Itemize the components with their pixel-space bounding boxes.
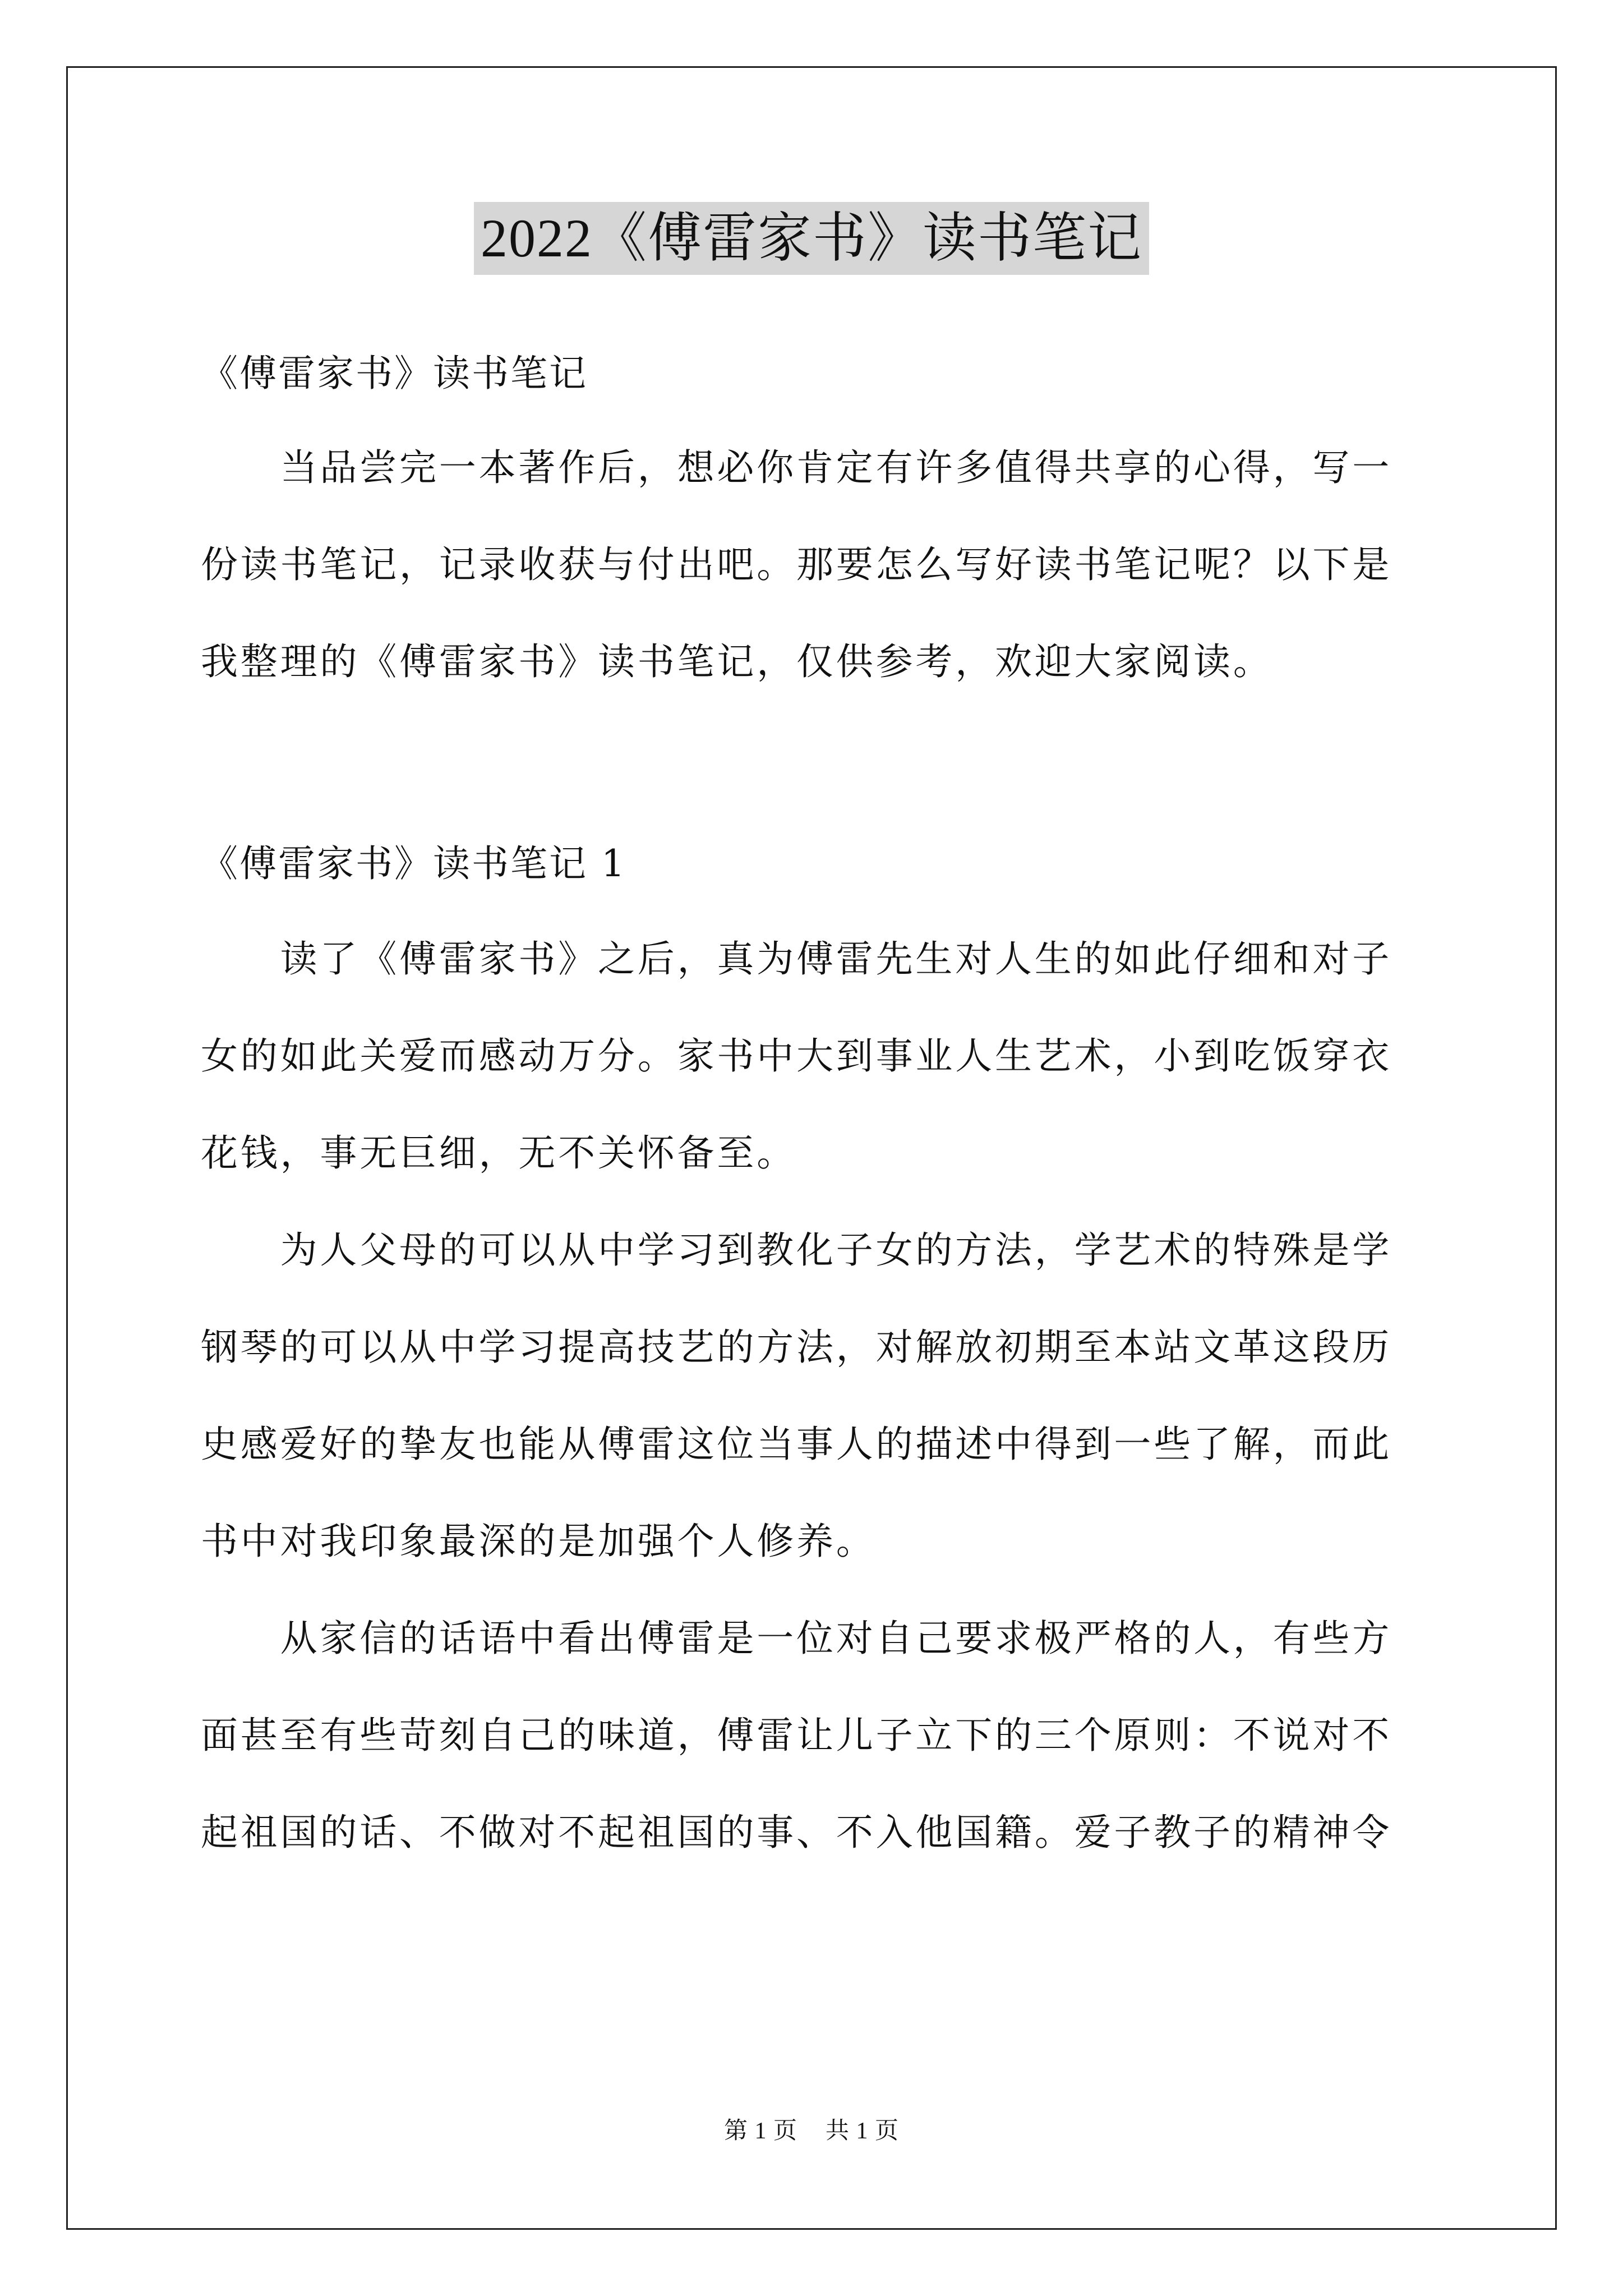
paragraph-line: 书中对我印象最深的是加强个人修养。: [201, 1520, 876, 1563]
paragraph-line: 当品尝完一本著作后，想必你肯定有许多值得共享的心得，写一: [201, 446, 1392, 489]
page-footer: [0, 2112, 1623, 2146]
section-heading: 《傅雷家书》读书笔记 1: [201, 842, 626, 885]
paragraph-line: 我整理的《傅雷家书》读书笔记，仅供参考，欢迎大家阅读。: [201, 640, 1273, 683]
paragraph-line: 为人父母的可以从中学习到教化子女的方法，学艺术的特殊是学: [201, 1228, 1392, 1272]
document-title: 2022《傅雷家书》读书笔记: [474, 202, 1149, 275]
intro-heading: 《傅雷家书》读书笔记: [201, 352, 588, 395]
page-total: 共 1 页: [826, 2118, 900, 2144]
paragraph-line: 读了《傅雷家书》之后，真为傅雷先生对人生的如此仔细和对子: [201, 937, 1392, 981]
paragraph-line: 份读书笔记，记录收获与付出吧。那要怎么写好读书笔记呢？以下是: [201, 543, 1392, 586]
page-number: 第 1 页: [723, 2118, 797, 2144]
paragraph-line: 起祖国的话、不做对不起祖国的事、不入他国籍。爱子教子的精神令: [201, 1811, 1392, 1854]
paragraph-line: 史感爱好的挚友也能从傅雷这位当事人的描述中得到一些了解，而此: [201, 1423, 1392, 1466]
paragraph-line: 女的如此关爱而感动万分。家书中大到事业人生艺术，小到吃饭穿衣: [201, 1034, 1392, 1078]
paragraph-line: 面甚至有些苛刻自己的味道，傅雷让儿子立下的三个原则：不说对不: [201, 1714, 1392, 1757]
paragraph-line: 钢琴的可以从中学习提高技艺的方法，对解放初期至本站文革这段历: [201, 1326, 1392, 1369]
paragraph-line: 从家信的话语中看出傅雷是一位对自己要求极严格的人，有些方: [201, 1617, 1392, 1660]
title-wrap: [0, 202, 1623, 275]
paragraph-line: 花钱，事无巨细，无不关怀备至。: [201, 1131, 796, 1175]
